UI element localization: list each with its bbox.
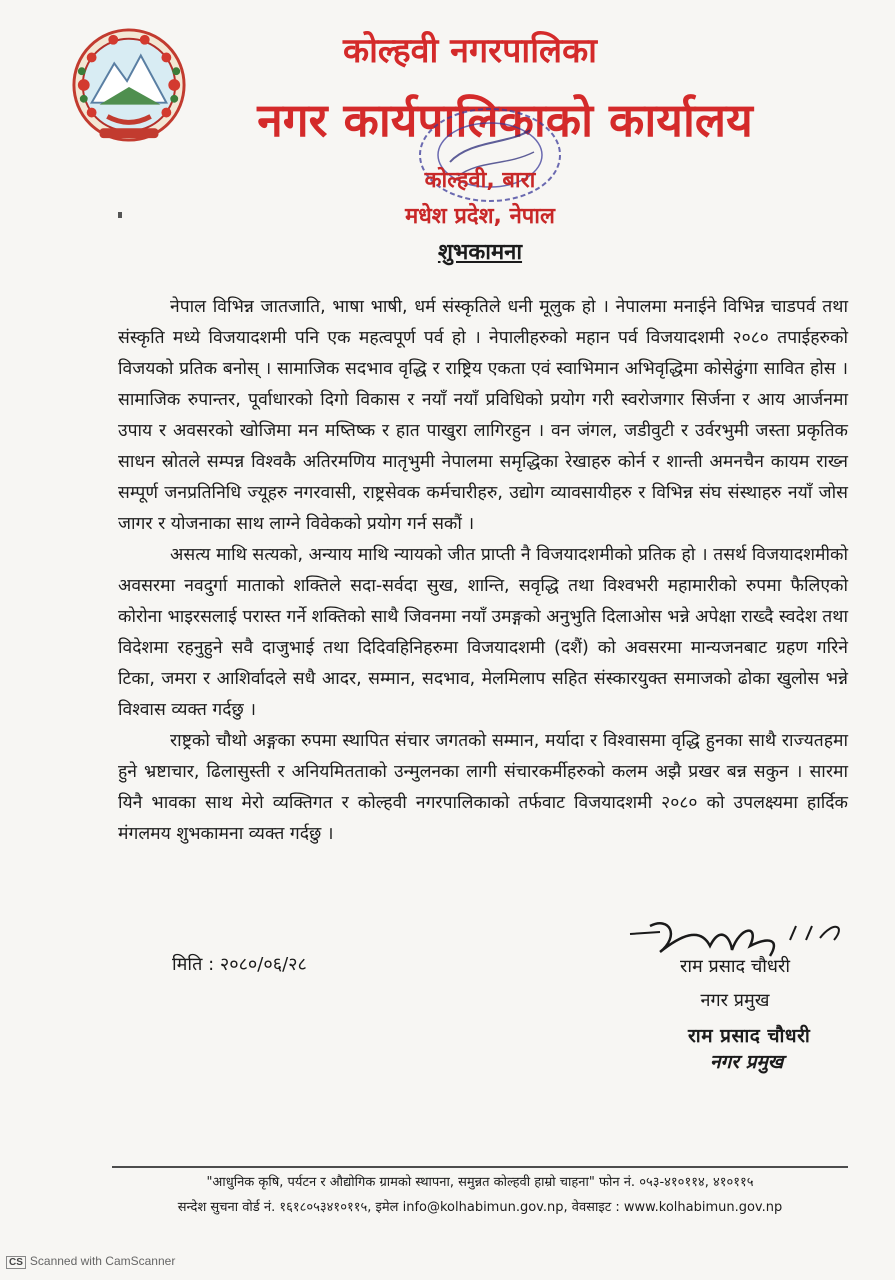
letter-body: [118, 292, 848, 850]
signatory-name: राम प्रसाद चौधरी: [679, 956, 791, 977]
office-province: मधेश प्रदेश, नेपाल: [405, 204, 555, 229]
footer-contact: सन्देश सुचना वोर्ड नं. १६१८०५३४१०११५, इमेल info@kolhabimun.gov.np, वेवसाइट : www.kolhabimun.gov.np: [177, 1200, 783, 1215]
scan-mark: [118, 212, 122, 218]
scanner-text: Scanned with CamScanner: [29, 1254, 176, 1268]
camscanner-icon: CS: [6, 1256, 26, 1269]
office-location: कोल्हवी, बारा: [424, 168, 536, 193]
scanner-watermark: [6, 1254, 175, 1269]
signatory-title: नगर प्रमुख: [700, 990, 770, 1011]
letter-date: मिति : २०८०/०६/२८: [172, 954, 307, 975]
body-paragraph: नेपाल विभिन्न जातजाति, भाषा भाषी, धर्म संस्कृतिले धनी मूलुक हो । नेपालमा मनाईने विभिन्न चाडपर्व तथा संस्कृति मध्ये विजयादशमी पनि एक महत्वपूर्ण पर्व हो । नेपालीहरुको महान पर्व विजयादशमी २०८० तपाईहरुको विजयको प्रतिक बनोस् । सामाजिक सदभाव वृद्धि र राष्ट्रिय एकता एवं स्वाभिमान अभिवृद्धिमा कोसेढुंगा सावित होस । सामाजिक रुपान्तर, पूर्वाधारको दिगो विकास र नयाँ नयाँ प्रविधिको प्रयोग गरी स्वरोजगार सिर्जना र आय आर्जनमा उपाय र अवसरको खोजिमा मन मष्तिष्क र हात पाखुरा लागिरहुन । वन जंगल, जडीवुटी र उर्वरभुमी जस्ता प्रकृतिक साधन स्रोतले सम्पन्न विश्वकै अतिरमणिय मातृभुमी नेपालमा समृद्धिका रेखाहरु कोर्न र शान्ती अमनचैन कायम राख्न सम्पूर्ण जनप्रतिनिधि ज्यूहरु नगरवासी, राष्ट्रसेवक कर्मचारीहरु, उद्योग व्यावसायीहरु र विभिन्न संघ संस्थाहरु नयाँ जोस जागर र योजनाका साथ लाग्ने विवेकको प्रयोग गर्न सकौं ।: [118, 297, 848, 534]
title-stamp: नगर प्रमुख: [710, 1051, 784, 1073]
footer-divider: [112, 1166, 848, 1168]
letter-subject: शुभकामना: [437, 240, 523, 265]
body-paragraph: असत्य माथि सत्यको, अन्याय माथि न्यायको जीत प्राप्ती नै विजयादशमीको प्रतिक हो । तसर्थ विजयादशमीको अवसरमा नवदुर्गा माताको शक्तिले सदा-सर्वदा सुख, शान्ति, सवृद्धि तथा विश्वभरी महामारीको रुपमा फैलिएको कोरोना भाइरसलाई परास्त गर्ने शक्तिको साथै जिवनमा नयाँ उमङ्गको अनुभुति दिलाओस भन्ने अपेक्षा राख्दै स्वदेश तथा विदेशमा रहनुहुने सवै दाजुभाई तथा दिदिवहिनिहरुमा विजयादशमी (दशैं) को अवसरमा मान्यजनबाट ग्रहण गरिने टिका, जमरा र आशिर्वादले सधै आदर, सम्मान, सदभाव, मेलमिलाप सहित संस्कारयुक्त समाजको ढोका खुलोस भन्ने विश्वास व्यक्त गर्दछु ।: [118, 545, 848, 720]
footer-slogan: "आधुनिक कृषि, पर्यटन र औद्योगिक ग्रामको स्थापना, समुन्नत कोल्हवी हाम्रो चाहना" फोन नं. ०५३-४१०११४, ४१०११५: [206, 1175, 754, 1190]
nepal-emblem-icon: [70, 26, 188, 144]
municipality-name: कोल्हवी नगरपालिका: [343, 31, 597, 71]
body-paragraph: राष्ट्रको चौथो अङ्गका रुपमा स्थापित संचार जगतको सम्मान, मर्यादा र विश्वासमा वृद्धि हुनका साथै राज्यतहमा हुने भ्रष्टाचार, ढिलासुस्ती र अनियमितताको उन्मुलनका लागी संचारकर्मीहरुको कलम अझै प्रखर बन्न सकुन । सारमा यिनै भावका साथ मेरो व्यक्तिगत र कोल्हवी नगरपालिकाको तर्फवाट विजयादशमी २०८० को उपलक्ष्यमा हार्दिक मंगलमय शुभकामना व्यक्त गर्दछु ।: [118, 731, 848, 844]
office-name: नगर कार्यपालिकाको कार्यालय: [257, 93, 753, 147]
name-stamp: राम प्रसाद चौधरी: [688, 1025, 811, 1047]
